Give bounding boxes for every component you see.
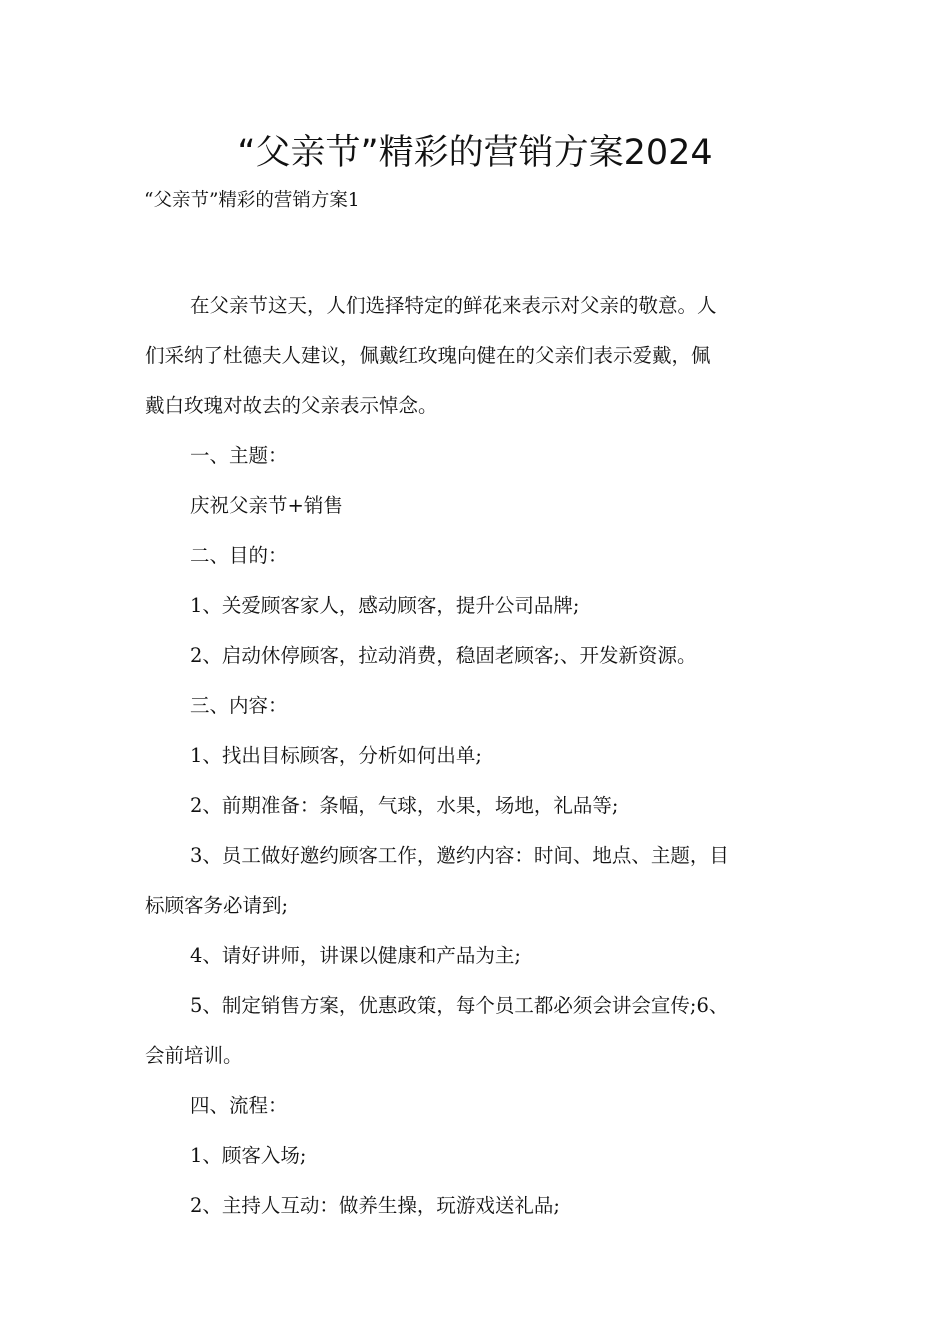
section-heading-process: 四、流程： [190,1094,288,1117]
paragraph-line: 戴白玫瑰对故去的父亲表示悼念。 [145,394,438,417]
list-item [145,981,810,1081]
paragraph-theme: 庆祝父亲节+销售 [190,494,343,517]
document-subtitle: “父亲节”精彩的营销方案1 [144,190,360,211]
document-body [145,281,810,1231]
paragraph-line: 们采纳了杜德夫人建议，佩戴红玫瑰向健在的父亲们表示爱戴，佩 [145,344,711,367]
list-item: 4、请好讲师，讲课以健康和产品为主; [190,944,521,967]
document-title: “父亲节”精彩的营销方案2024 [237,133,713,173]
list-item [145,831,810,931]
paragraph-line: 5、制定销售方案，优惠政策，每个员工都必须会讲会宣传;6、 [190,994,729,1017]
paragraph-intro [145,281,810,431]
paragraph-line: 会前培训。 [145,1044,243,1067]
list-item: 1、关爱顾客家人，感动顾客，提升公司品牌; [190,594,580,617]
list-item: 2、主持人互动：做养生操，玩游戏送礼品; [190,1194,560,1217]
section-heading-theme: 一、主题： [190,444,288,467]
section-heading-purpose: 二、目的： [190,544,288,567]
list-item: 1、找出目标顾客，分析如何出单; [190,744,482,767]
section-heading-content: 三、内容： [190,694,288,717]
paragraph-line: 标顾客务必请到; [145,894,289,917]
list-item: 2、启动休停顾客，拉动消费，稳固老顾客;、开发新资源。 [190,644,697,667]
paragraph-line: 3、员工做好邀约顾客工作，邀约内容：时间、地点、主题，目 [190,844,729,867]
list-item: 2、前期准备：条幅，气球，水果，场地，礼品等; [190,794,619,817]
list-item: 1、顾客入场; [190,1144,307,1167]
paragraph-line: 在父亲节这天，人们选择特定的鲜花来表示对父亲的敬意。人 [190,294,717,317]
